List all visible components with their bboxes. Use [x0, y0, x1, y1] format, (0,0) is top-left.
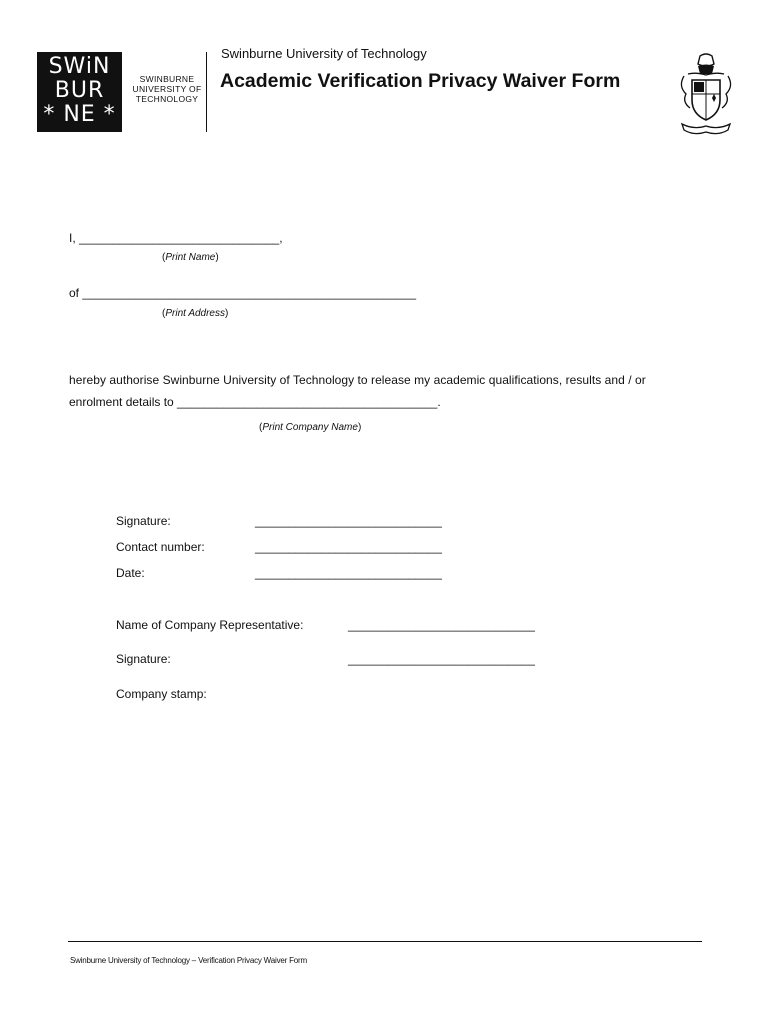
contact-number-field[interactable]: ____________________________: [255, 540, 442, 554]
caption-text: Print Company Name: [262, 422, 358, 433]
logo-side-line: TECHNOLOGY: [135, 94, 199, 104]
caption-text: Print Name: [165, 252, 216, 263]
company-rep-field[interactable]: ____________________________: [348, 618, 535, 632]
logo-side-line: SWINBURNE: [139, 74, 195, 84]
company-name-caption: [259, 422, 361, 433]
company-signature-field[interactable]: ____________________________: [348, 652, 535, 666]
print-address-caption: [162, 308, 228, 319]
logo-wordmark: [130, 74, 204, 104]
logo-side-line: UNIVERSITY OF: [132, 84, 202, 94]
date-field[interactable]: ____________________________: [255, 566, 442, 580]
print-name-field[interactable]: I, ______________________________,: [69, 231, 283, 245]
caption-paren: ): [225, 308, 229, 319]
company-name-field[interactable]: enrolment details to _______________________________________.: [69, 395, 441, 409]
footer-text: Swinburne University of Technology – Verification Privacy Waiver Form: [70, 956, 307, 965]
applicant-signature-field[interactable]: ____________________________: [255, 514, 442, 528]
university-crest-icon: [676, 52, 736, 136]
logo-line: * NE *: [43, 102, 116, 127]
date-label: Date:: [116, 566, 145, 580]
logo-line: BUR: [54, 78, 105, 103]
logo-line: SWiN: [48, 54, 111, 79]
logo-mark: [37, 52, 122, 132]
footer-divider: [68, 941, 702, 942]
caption-text: Print Address: [165, 308, 225, 319]
caption-paren: ): [357, 422, 362, 433]
print-name-caption: [162, 252, 219, 263]
applicant-signature-label: Signature:: [116, 514, 171, 528]
authorise-statement-line1: hereby authorise Swinburne University of Technology to release my academic qualifications, results and / or: [69, 373, 646, 387]
contact-number-label: Contact number:: [116, 540, 205, 554]
print-address-field[interactable]: of __________________________________________________: [69, 286, 417, 300]
caption-paren: (: [162, 308, 166, 319]
page-title: Academic Verification Privacy Waiver Form: [220, 70, 621, 92]
caption-paren: ): [215, 252, 219, 263]
caption-paren: (: [259, 422, 263, 433]
swinburne-logo: [37, 52, 207, 132]
header-org-name: Swinburne University of Technology: [221, 46, 427, 61]
company-rep-label: Name of Company Representative:: [116, 618, 304, 632]
caption-paren: (: [162, 252, 166, 263]
company-stamp-label: Company stamp:: [116, 687, 207, 701]
company-signature-label: Signature:: [116, 652, 171, 666]
